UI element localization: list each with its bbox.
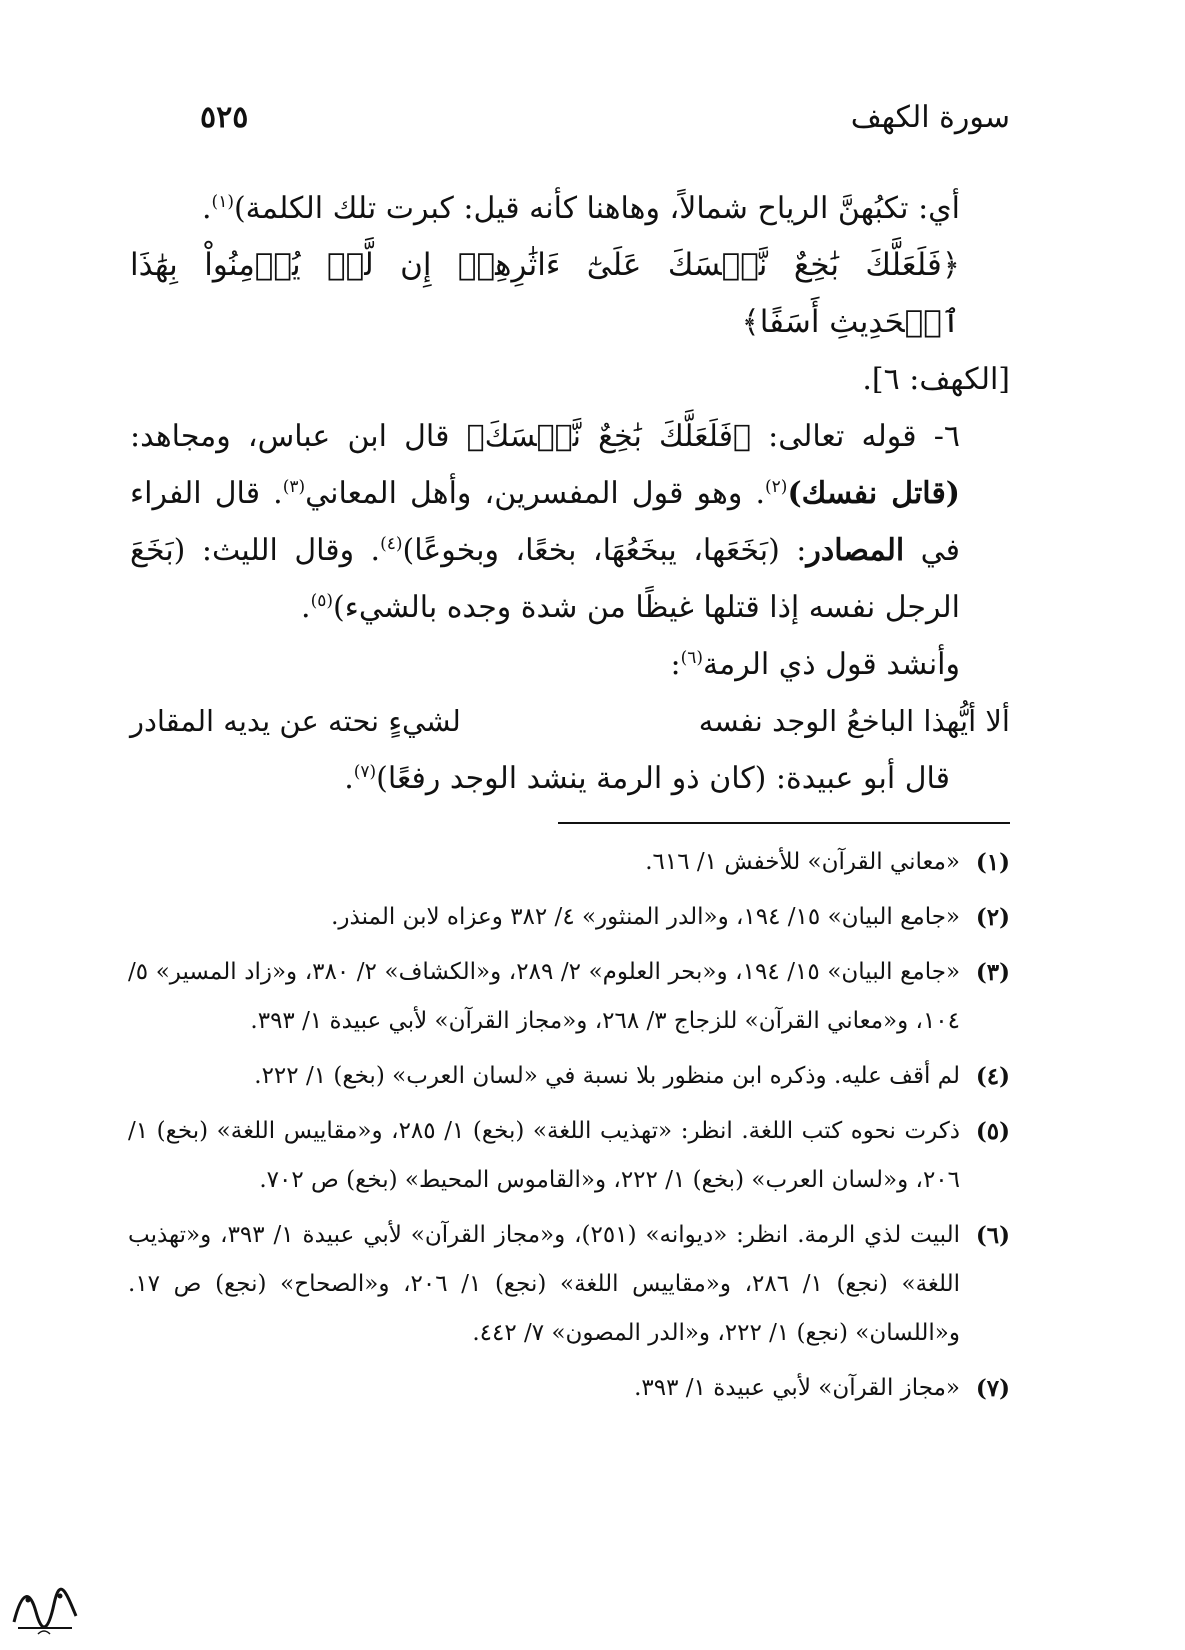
footnote-item xyxy=(128,893,1010,942)
footnote-divider xyxy=(558,822,1010,824)
poem-intro: وأنشد قول ذي الرمة$^{(٦)}$: xyxy=(670,647,960,682)
bold-quote: (قاتل نفسك) xyxy=(787,476,960,511)
footnote-number: (٦) xyxy=(975,1222,1010,1249)
footnote-number: (٥) xyxy=(975,1118,1010,1145)
footnote-item xyxy=(128,1364,1010,1413)
verse-second-hemistich: لشيءٍ نحته عن يديه المقادر xyxy=(130,704,461,738)
footnote-ref[interactable]: (٦) xyxy=(680,648,704,668)
footnote-ref[interactable]: (٢) xyxy=(765,477,788,497)
footnote-item xyxy=(128,1052,1010,1101)
page-number: ٥٢٥ xyxy=(200,100,249,135)
paragraph-commentary: ٦- قوله تعالى: ﴿فَلَعَلَّكَ بَٰخِعٌ نَّفۡسَكَ﴾ قال ابن عباس، ومجاهد: (قاتل نفسك)$^{(٢)}$. وهو قول المفسرين، وأهل المعاني$^{(٣)}$. قال الفراء في المصادر: (بَخَعَها، يبخَعُهَا، بخعًا، وبخوعًا)$^{(٤)}$. وقال الليث: (بَخَعَ الرجل نفسه إذا قتلها غيظًا من شدة وجده بالشيء)$^{(٥)}$. xyxy=(130,419,960,625)
footnote-text: «معاني القرآن» للأخفش ١/ ٦١٦. xyxy=(645,849,960,875)
footnote-text: ذكرت نحوه كتب اللغة. انظر: «تهذيب اللغة» (بخع) ١/ ٢٨٥، و«مقاييس اللغة» (بخع) ١/ ٢٠٦، و«لسان العرب» (بخع) ١/ ٢٢٢، و«القاموس المحيط» (بخع) ص ٧٠٢. xyxy=(128,1118,961,1193)
quran-verse: ﴿فَلَعَلَّكَ بَٰخِعٌ نَّفۡسَكَ عَلَىٰٓ ءَاثَٰرِهِمۡ إِن لَّمۡ يُؤۡمِنُواْ بِهَٰذَا ٱلۡحَدِيثِ أَسَفًا﴾ xyxy=(130,247,960,340)
abu-ubaida-note: قال أبو عبيدة: (كان ذو الرمة ينشد الوجد رفعًا)$^{(٧)}$. xyxy=(344,761,950,796)
calligraphy-seal-icon xyxy=(8,1582,83,1642)
footnote-text: البيت لذي الرمة. انظر: «ديوانه» (٢٥١)، و«مجاز القرآن» لأبي عبيدة ١/ ٣٩٣، و«تهذيب اللغة» (نجع) ١/ ٢٨٦، و«مقاييس اللغة» (نجع) ١/ ٢٠٦، و«الصحاح» (نجع) ص ١٧. و«اللسان» (نجع) ١/ ٢٢٢، و«الدر المصون» ٧/ ٤٤٢. xyxy=(128,1222,961,1346)
footnote-ref[interactable]: (٥) xyxy=(310,591,334,611)
footnote-text: لم أقف عليه. وذكره ابن منظور بلا نسبة في «لسان العرب» (بخع) ١/ ٢٢٢. xyxy=(254,1063,960,1089)
poetry-verse xyxy=(130,693,1010,750)
footnote-text: «جامع البيان» ١٥/ ١٩٤، و«الدر المنثور» ٤/ ٣٨٢ وعزاه لابن المنذر. xyxy=(331,904,960,930)
quran-quote: ﴿فَلَعَلَّكَ بَٰخِعٌ نَّفۡسَكَ﴾ xyxy=(466,419,751,454)
footnote-item xyxy=(128,948,1010,1046)
footnote-number: (٤) xyxy=(975,1063,1010,1090)
footnote-item xyxy=(128,1211,1010,1358)
footnote-number: (٧) xyxy=(975,1375,1010,1402)
paragraph-intro: أي: تكبُهنَّ الرياح شمالاً، وهاهنا كأنه قيل: كبرت تلك الكلمة)$^{(١)}$. xyxy=(202,191,960,226)
main-text xyxy=(130,180,1010,807)
footnote-item xyxy=(128,1107,1010,1205)
footnote-number: (١) xyxy=(975,849,1010,876)
footnote-ref[interactable]: (٣) xyxy=(282,477,306,497)
footnote-ref[interactable]: (٧) xyxy=(353,762,377,782)
footnote-text: «جامع البيان» ١٥/ ١٩٤، و«بحر العلوم» ٢/ ٢٨٩، و«الكشاف» ٢/ ٣٨٠، و«زاد المسير» ٥/ ١٠٤، و«معاني القرآن» للزجاج ٣/ ٢٦٨، و«مجاز القرآن» لأبي عبيدة ١/ ٣٩٣. xyxy=(128,959,961,1034)
bold-source: المصادر xyxy=(806,533,905,568)
footnotes xyxy=(128,838,1010,1419)
surah-title: سورة الكهف xyxy=(850,100,1010,135)
footnote-text: «مجاز القرآن» لأبي عبيدة ١/ ٣٩٣. xyxy=(634,1375,960,1401)
footnote-number: (٢) xyxy=(975,904,1010,931)
quran-reference: [الكهف: ٦]. xyxy=(862,362,1010,397)
footnote-item xyxy=(128,838,1010,887)
footnote-number: (٣) xyxy=(975,959,1010,986)
page-header xyxy=(190,100,1010,150)
footnote-ref[interactable]: (١) xyxy=(211,192,234,212)
verse-first-hemistich: ألا أيُّهذا الباخعُ الوجد نفسه xyxy=(698,704,1010,738)
footnote-ref[interactable]: (٤) xyxy=(380,534,403,554)
